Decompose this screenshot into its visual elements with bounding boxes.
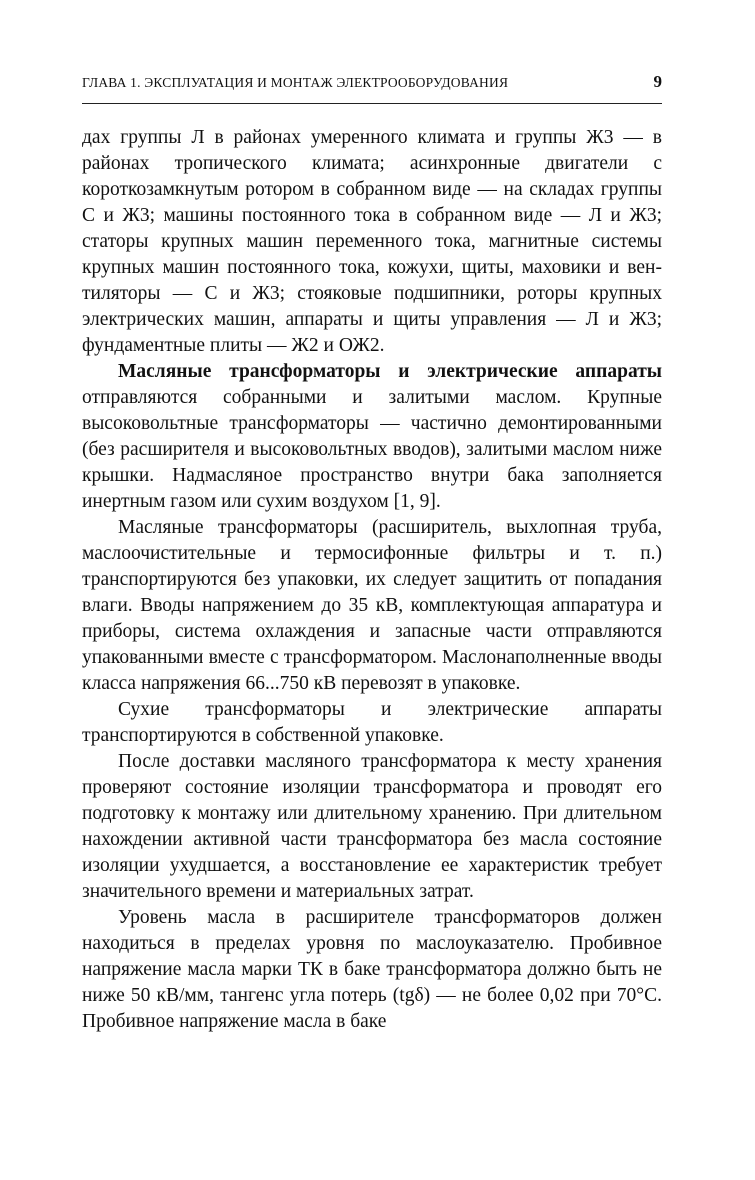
paragraph-oil-level (82, 905, 662, 1035)
body-text (82, 125, 662, 1035)
paragraph-text: Сухие трансформаторы и электрические аппараты транспортируются в собственной упаковке. (82, 699, 662, 746)
running-title: ГЛАВА 1. ЭКСПЛУАТАЦИЯ И МОНТАЖ ЭЛЕКТРООБОРУДОВАНИЯ (82, 75, 509, 90)
paragraph-text: Уровень масла в расширителе трансформаторов должен находиться в пределах уровня по маслоуказателю. Пробивное напряжение масла марки ТК в баке трансформатора должно быть не ниже 50 кВ/мм, тангенс угла потерь (tgδ) — не более 0,02 при 70°С. Пробивное напряжение масла в баке (82, 907, 662, 1032)
running-header (82, 72, 662, 95)
page-number: 9 (653, 72, 662, 91)
paragraph-transport (82, 515, 662, 697)
header-rule (82, 103, 662, 104)
paragraph-storage (82, 749, 662, 905)
paragraph-text: Масляные трансформаторы (расширитель, выхлопная труба, маслоочистительные и термосифонные фильтры и т. п.) транспортируются без упаковки, их следует защитить от попадания влаги. Вводы напряжением до 35 кВ, комплектующая аппаратура и приборы, система охлаждения и запасные части отправляются упакованными вместе с трансформатором. Маслонаполненные вводы класса напряжения 66...750 кВ перевозят в упаковке. (82, 517, 662, 694)
paragraph-continuation (82, 125, 662, 359)
paragraph-text: дах группы Л в районах умеренного климата и группы Ж3 — в районах тропического климата; асинхронные двигатели с короткозамкнутым ротором в собранном виде — на складах группы С и Ж3; машины постоянного тока в собранном виде — Л и Ж3; статоры крупных машин переменного тока, магнитные системы крупных машин постоянного тока, кожухи, щиты, маховики и вентиляторы — С и Ж3; стояковые подшипники, роторы крупных электрических машин, аппараты и щиты управления — Л и Ж3; фундаментные плиты — Ж2 и ОЖ2. (82, 127, 662, 356)
paragraph-text: отправляются собранными и залитыми маслом. Крупные высоковольтные трансформаторы — частично демонтированными (без расширителя и высоковольтных вводов), залитыми маслом ниже крышки. Надмасляное пространство внутри бака заполняется инертным газом или сухим воздухом [1, 9]. (82, 387, 662, 512)
paragraph-oil-transformers (82, 359, 662, 515)
paragraph-dry-transformers (82, 697, 662, 749)
paragraph-bold-lead: Масляные трансформаторы и электрические аппараты (118, 361, 662, 382)
paragraph-text: После доставки масляного трансформатора к месту хранения проверяют состояние изоляции трансформатора и проводят его подготовку к монтажу или длительному хранению. При длительном нахождении активной части трансформатора без масла состояние изоляции ухудшается, а восстановление ее характеристик требует значительного времени и материальных затрат. (82, 751, 662, 902)
